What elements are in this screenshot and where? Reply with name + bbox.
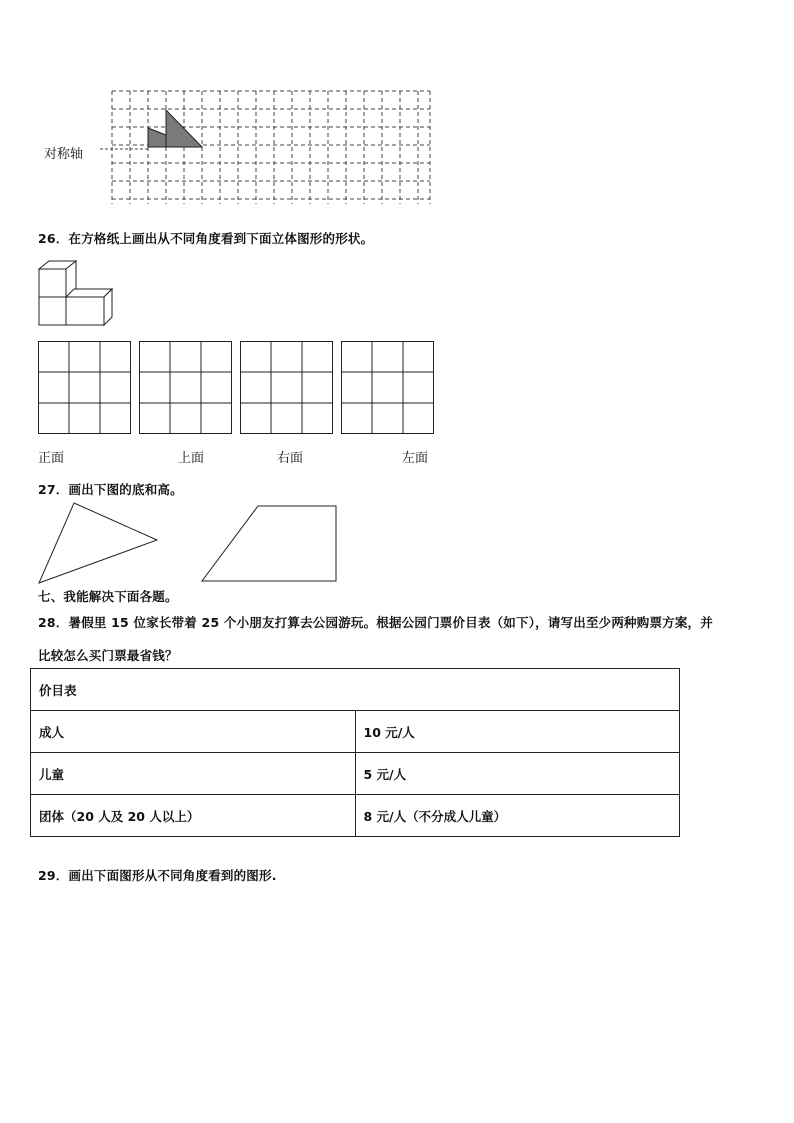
grid-top-view[interactable] bbox=[139, 341, 232, 434]
question-28-line1: 28．暑假里 15 位家长带着 25 个小朋友打算去公园游玩。根据公园门票价目表（如下），请写出至少两种购票方案，并 bbox=[38, 615, 713, 630]
ticket-price-cell: 10 元/人 bbox=[355, 711, 680, 753]
question-26-text: 26．在方格纸上画出从不同角度看到下面立体图形的形状。 bbox=[38, 231, 374, 246]
question-27-text: 27．画出下图的底和高。 bbox=[38, 482, 183, 497]
symmetry-axis-label: 对称轴 bbox=[44, 147, 84, 162]
trapezoid-figure bbox=[200, 503, 340, 585]
small-quad-shape bbox=[148, 128, 166, 147]
ticket-type-cell: 团体（20 人及 20 人以上） bbox=[31, 795, 356, 837]
ticket-type-cell: 儿童 bbox=[31, 753, 356, 795]
ticket-price-cell: 8 元/人（不分成人儿童） bbox=[355, 795, 680, 837]
table-row bbox=[31, 711, 680, 753]
question-29-text: 29．画出下面图形从不同角度看到的图形. bbox=[38, 868, 277, 883]
table-row bbox=[31, 795, 680, 837]
ticket-type-cell: 成人 bbox=[31, 711, 356, 753]
price-table-title: 价目表 bbox=[31, 669, 680, 711]
symmetry-grid-figure bbox=[100, 88, 430, 208]
section-7-title: 七、我能解决下面各题。 bbox=[38, 589, 178, 604]
view-label-top: 上面 bbox=[178, 451, 205, 466]
triangle-figure bbox=[36, 500, 166, 586]
view-label-right: 右面 bbox=[277, 451, 304, 466]
view-label-left: 左面 bbox=[402, 451, 429, 466]
grid-front-view[interactable] bbox=[38, 341, 131, 434]
table-row bbox=[31, 669, 680, 711]
price-table bbox=[30, 668, 680, 837]
view-label-front: 正面 bbox=[38, 451, 65, 466]
question-28-line2: 比较怎么买门票最省钱？ bbox=[38, 648, 178, 663]
cube-solid-figure bbox=[36, 258, 116, 330]
table-row bbox=[31, 753, 680, 795]
grid-left-view[interactable] bbox=[341, 341, 434, 434]
ticket-price-cell: 5 元/人 bbox=[355, 753, 680, 795]
grid-right-view[interactable] bbox=[240, 341, 333, 434]
